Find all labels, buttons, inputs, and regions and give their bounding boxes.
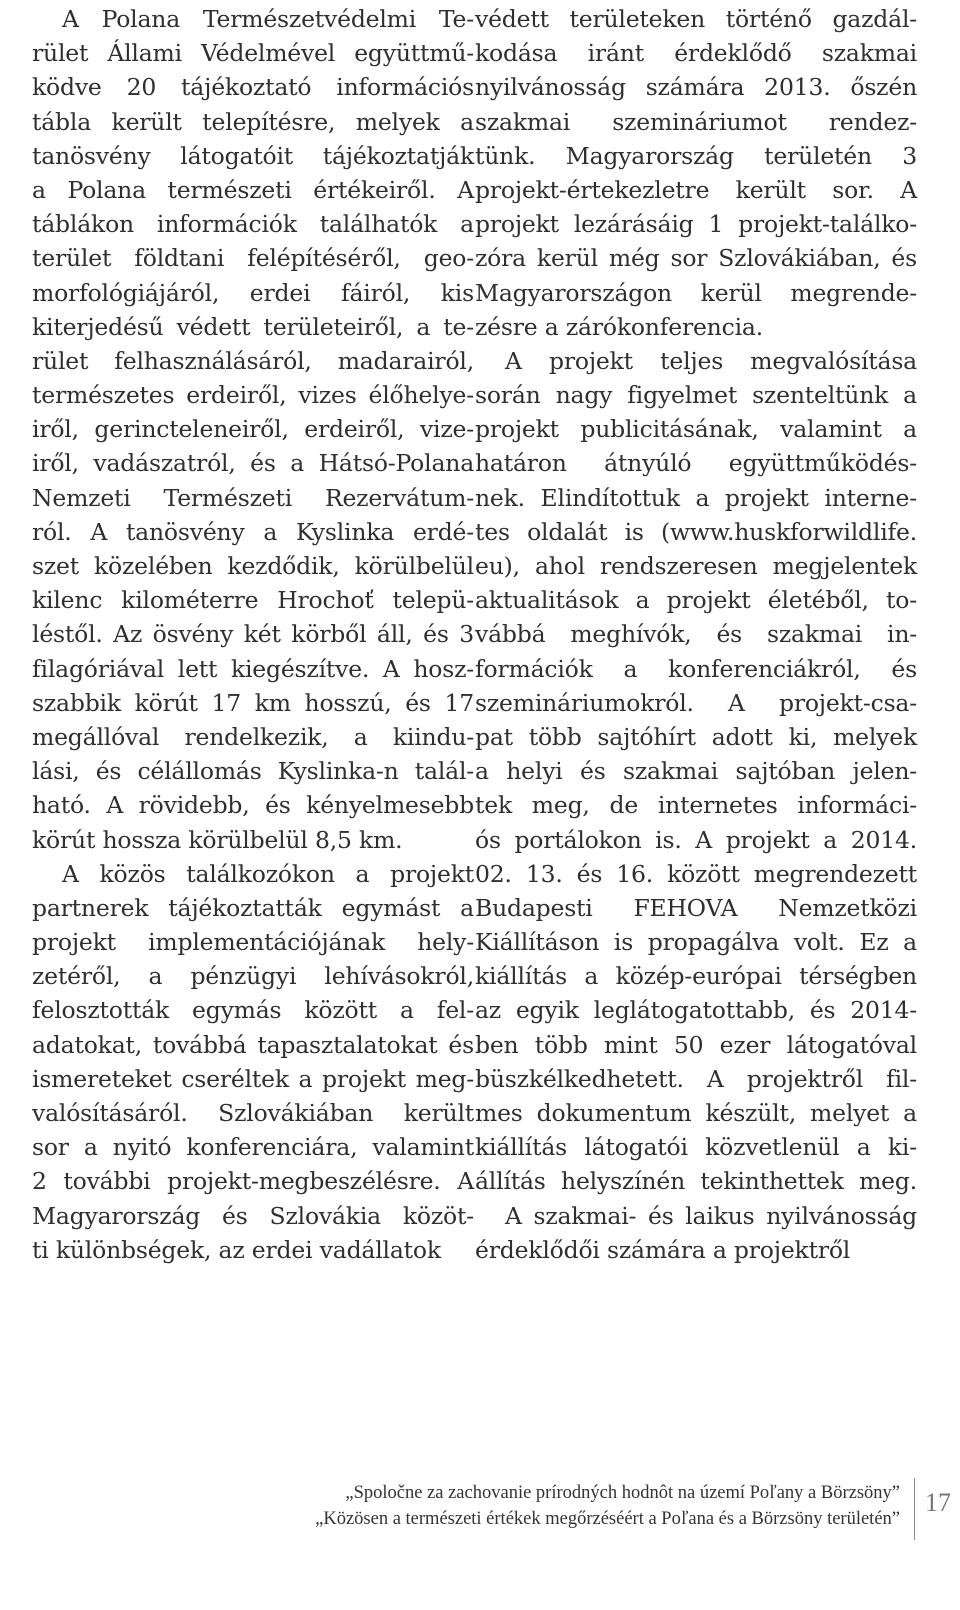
- text-line: filagóriával lett kiegészítve. A hosz-: [32, 654, 474, 683]
- text-line: A szakmai- és laikus nyilvánosság: [505, 1201, 917, 1230]
- left-text-column: [32, 2, 474, 1267]
- text-line: léstől. Az ösvény két körből áll, és 3: [32, 620, 474, 649]
- text-line: mes dokumentum készült, melyet a: [475, 1099, 917, 1127]
- text-line: zetéről, a pénzügyi lehívásokról,: [32, 962, 474, 991]
- text-line: ben több mint 50 ezer látogatóval: [475, 1030, 917, 1059]
- text-line: A közös találkozókon a projekt: [62, 859, 474, 888]
- text-line: sor a nyitó konferenciára, valamint: [32, 1133, 474, 1162]
- text-line: iről, vadászatról, és a Hátsó-Polana: [32, 449, 474, 478]
- footer-text: [315, 1480, 900, 1532]
- footer-line-slovak: „Spoločne za zachovanie prírodných hodnôt na území Poľany a Börzsöny”: [345, 1483, 900, 1503]
- text-line: Magyarországon kerül megrende-: [475, 278, 917, 307]
- text-line: projekt lezárásáig 1 projekt-találko-: [475, 210, 917, 239]
- text-line: tünk. Magyarország területén 3: [475, 141, 917, 170]
- text-line: adatokat, továbbá tapasztalatokat és: [32, 1030, 474, 1059]
- text-line: a Polana természeti értékeiről. A: [32, 175, 474, 204]
- text-line: tek meg, de internetes informáci-: [475, 791, 917, 820]
- text-line: formációk a konferenciákról, és: [475, 654, 917, 683]
- text-line: 02. 13. és 16. között megrendezett: [475, 859, 917, 888]
- text-line: kilenc kilométerre Hrochoť telepü-: [32, 586, 474, 615]
- footer-divider: [914, 1478, 915, 1540]
- text-line: iről, gerincteleneiről, erdeiről, vize-: [32, 415, 474, 444]
- text-line: szabbik körút 17 km hosszú, és 17: [32, 688, 474, 717]
- text-line: A projekt teljes megvalósítása: [505, 346, 917, 375]
- text-line: ról. A tanösvény a Kyslinka erdé-: [32, 517, 474, 546]
- text-line: kiállítás a közép-európai térségben: [475, 962, 917, 991]
- right-text-column: [475, 2, 917, 1267]
- text-line: határon átnyúló együttműködés-: [475, 449, 917, 478]
- text-line: felosztották egymás között a fel-: [32, 996, 474, 1025]
- text-line: során nagy figyelmet szenteltünk a: [475, 381, 917, 410]
- text-line: 2 további projekt-megbeszélésre. A: [32, 1167, 474, 1196]
- text-line: eu), ahol rendszeresen megjelentek: [475, 552, 917, 580]
- text-line: vábbá meghívók, és szakmai in-: [475, 620, 917, 649]
- text-line: szet közelében kezdődik, körülbelül: [32, 552, 474, 580]
- text-line: tanösvény látogatóit tájékoztatják: [32, 141, 474, 170]
- footer-line-hungarian: „Közösen a természeti értékek megőrzéséért a Poľana és a Börzsöny területén”: [315, 1509, 900, 1529]
- text-line: védett területeken történő gazdál-: [475, 5, 917, 33]
- text-line: partnerek tájékoztatták egymást a: [32, 893, 474, 922]
- text-line: tábla került telepítésre, melyek a: [32, 107, 474, 136]
- text-line: valósításáról. Szlovákiában került: [32, 1099, 474, 1127]
- text-line: Magyarország és Szlovákia közöt-: [32, 1201, 474, 1230]
- text-line: nek. Elindítottuk a projekt interne-: [475, 483, 917, 512]
- text-line: projekt publicitásának, valamint a: [475, 415, 917, 444]
- text-line: terület földtani felépítéséről, geo-: [32, 244, 474, 273]
- text-line: táblákon információk találhatók a: [32, 210, 474, 239]
- text-line: megállóval rendelkezik, a kiindu-: [32, 722, 474, 751]
- text-line: ható. A rövidebb, és kényelmesebb: [32, 791, 474, 820]
- text-line: ismereteket cseréltek a projekt meg-: [32, 1064, 474, 1093]
- text-line: szakmai szemináriumot rendez-: [475, 107, 917, 136]
- text-line: körút hossza körülbelül 8,5 km.: [32, 825, 403, 854]
- text-line: Budapesti FEHOVA Nemzetközi: [475, 893, 917, 922]
- text-line: rület Állami Védelmével együttmű-: [32, 39, 474, 68]
- text-line: érdeklődői számára a projektről: [475, 1235, 851, 1264]
- text-line: a helyi és szakmai sajtóban jelen-: [475, 757, 917, 786]
- text-line: büszkélkedhetett. A projektről fil-: [475, 1064, 917, 1093]
- text-line: lási, és célállomás Kyslinka-n talál-: [32, 757, 474, 786]
- text-line: morfológiájáról, erdei fáiról, kis: [32, 278, 474, 307]
- text-line: projekt implementációjának hely-: [32, 928, 474, 957]
- text-line: pat több sajtóhírt adott ki, melyek: [475, 722, 917, 751]
- text-line: aktualitások a projekt életéből, to-: [475, 586, 917, 615]
- text-line: az egyik leglátogatottabb, és 2014-: [475, 996, 917, 1025]
- text-line: Kiállításon is propagálva volt. Ez a: [475, 928, 917, 957]
- text-line: zésre a zárókonferencia.: [475, 312, 763, 341]
- page-number: 17: [925, 1488, 951, 1517]
- text-line: nyilvánosság számára 2013. őszén: [475, 73, 917, 102]
- text-line: tes oldalát is (www.huskforwildlife.: [475, 517, 917, 546]
- text-line: kiállítás látogatói közvetlenül a ki-: [475, 1133, 917, 1162]
- text-line: állítás helyszínén tekinthettek meg.: [475, 1167, 917, 1196]
- text-line: ós portálokon is. A projekt a 2014.: [475, 825, 917, 854]
- text-line: A Polana Természetvédelmi Te-: [62, 5, 474, 33]
- text-line: projekt-értekezletre került sor. A: [475, 175, 917, 204]
- text-line: Nemzeti Természeti Rezervátum-: [32, 483, 474, 512]
- text-line: ti különbségek, az erdei vadállatok: [32, 1235, 441, 1264]
- text-line: kodása iránt érdeklődő szakmai: [475, 39, 917, 68]
- page-footer: [0, 1470, 960, 1550]
- text-line: kiterjedésű védett területeiről, a te-: [32, 312, 474, 341]
- text-line: természetes erdeiről, vizes élőhelye-: [32, 381, 474, 410]
- text-line: zóra kerül még sor Szlovákiában, és: [475, 244, 917, 273]
- text-line: szemináriumokról. A projekt-csa-: [475, 688, 917, 717]
- text-line: ködve 20 tájékoztató információs: [32, 73, 474, 102]
- text-line: rület felhasználásáról, madarairól,: [32, 346, 474, 375]
